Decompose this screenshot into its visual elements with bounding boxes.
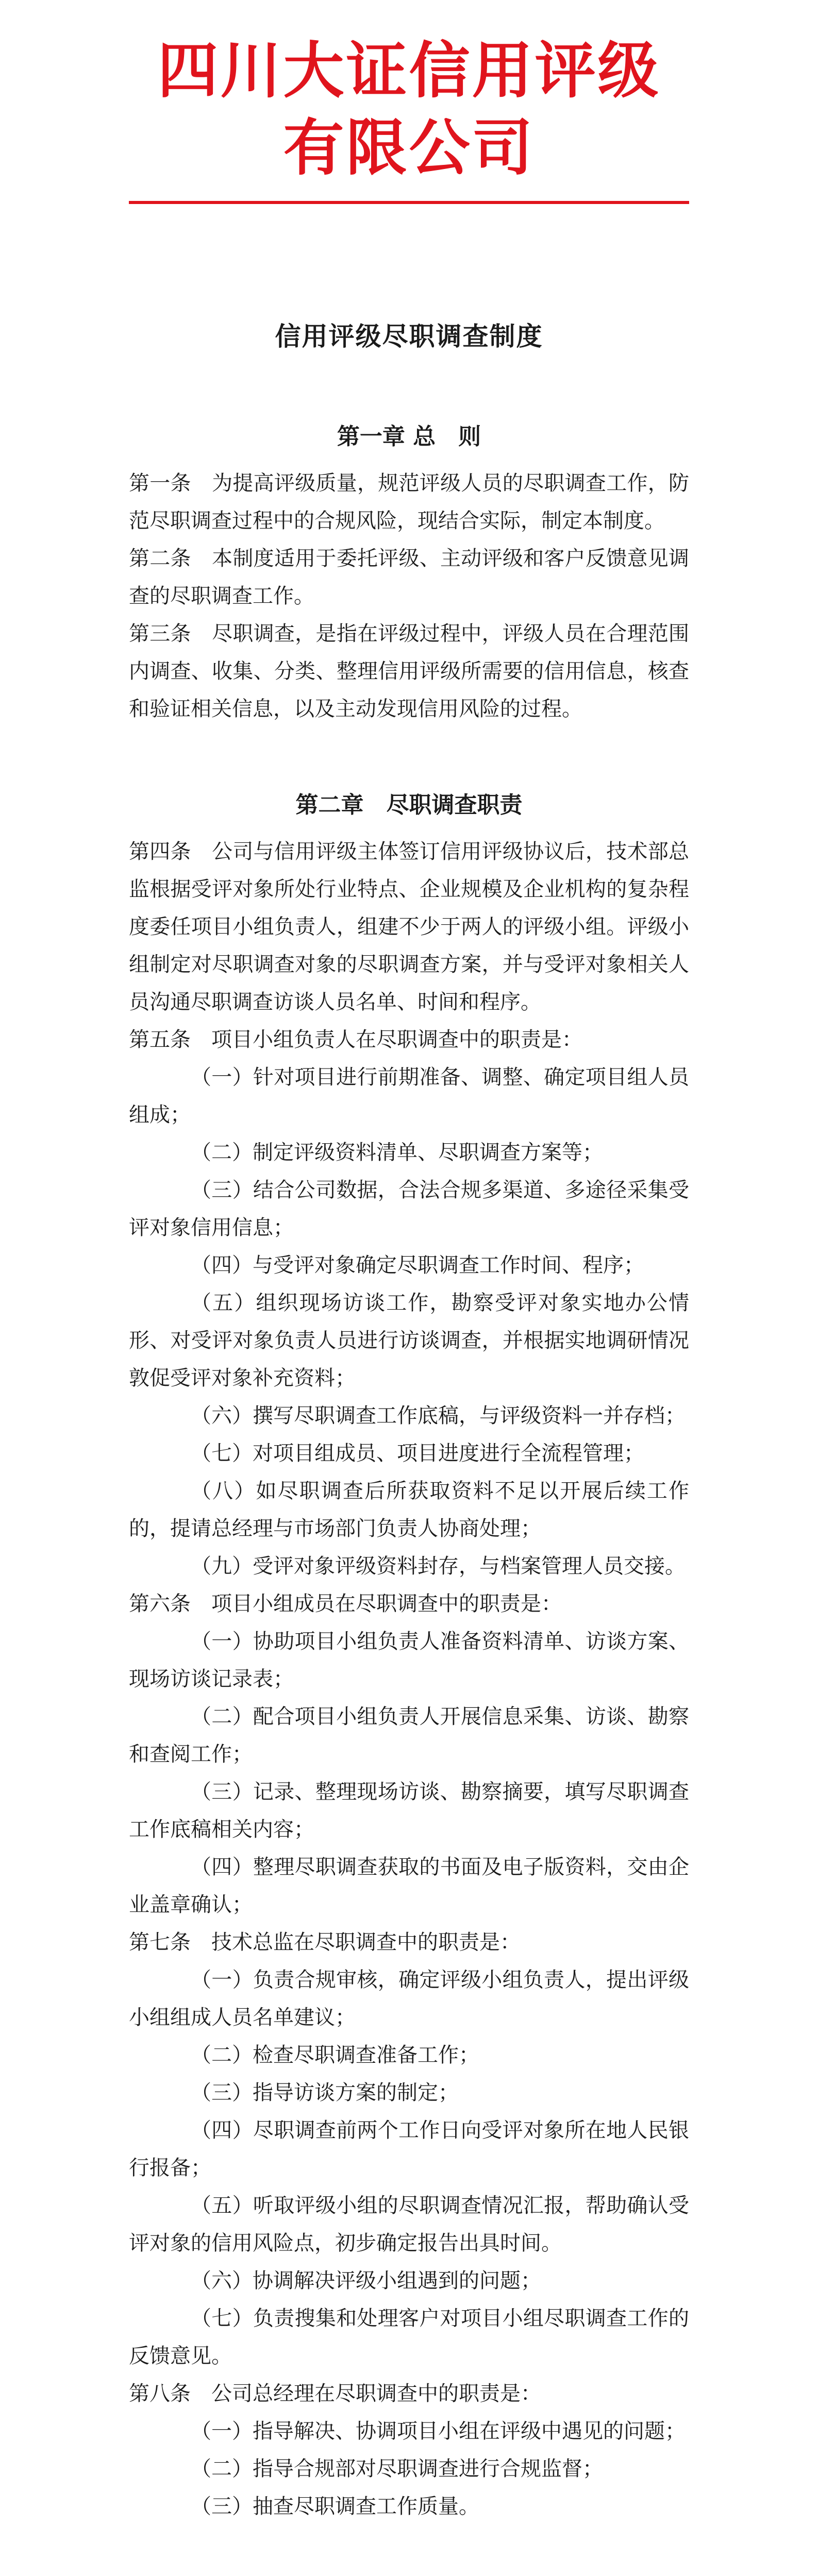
article-5-item: （五）组织现场访谈工作，勘察受评对象实地办公情形、对受评对象负责人员进行访谈调查，并根据实地调研情况敦促受评对象补充资料； (129, 1291, 689, 1390)
article-7-item: （二）检查尽职调查准备工作； (191, 2043, 479, 2067)
article-7-item: （五）听取评级小组的尽职调查情况汇报，帮助确认受评对象的信用风险点，初步确定报告出具时间。 (129, 2194, 689, 2255)
chapter-1-heading: 第一章 总 则 (337, 423, 481, 450)
article-6-item: （二）配合项目小组负责人开展信息采集、访谈、勘察和查阅工作； (129, 1705, 689, 1766)
article-5: 第五条 项目小组负责人在尽职调查中的职责是： (129, 1028, 582, 1052)
article-3: 第三条 尽职调查，是指在评级过程中，评级人员在合理范围内调查、收集、分类、整理信用评级所需要的信用信息，核查和验证相关信息，以及主动发现信用风险的过程。 (129, 622, 689, 721)
article-6: 第六条 项目小组成员在尽职调查中的职责是： (129, 1592, 562, 1616)
article-7: 第七条 技术总监在尽职调查中的职责是： (129, 1930, 521, 1954)
article-5-item: （四）与受评对象确定尽职调查工作时间、程序； (191, 1253, 644, 1277)
article-7-item: （四）尽职调查前两个工作日向受评对象所在地人民银行报备； (129, 2119, 689, 2180)
article-7-item: （七）负责搜集和处理客户对项目小组尽职调查工作的反馈意见。 (129, 2307, 689, 2368)
article-1: 第一条 为提高评级质量，规范评级人员的尽职调查工作，防范尽职调查过程中的合规风险，现结合实际，制定本制度。 (129, 471, 689, 533)
article-4: 第四条 公司与信用评级主体签订信用评级协议后，技术部总监根据受评对象所处行业特点、企业规模及企业机构的复杂程度委任项目小组负责人，组建不少于两人的评级小组。评级小组制定对尽职调查对象的尽职调查方案，并与受评对象相关人员沟通尽职调查访谈人员名单、时间和程序。 (129, 840, 689, 1014)
article-7-item: （六）协调解决评级小组遇到的问题； (191, 2269, 541, 2293)
article-5-item: （八）如尽职调查后所获取资料不足以开展后续工作的，提请总经理与市场部门负责人协商处理； (129, 1479, 689, 1540)
article-6-item: （一）协助项目小组负责人准备资料清单、访谈方案、现场访谈记录表； (129, 1630, 689, 1691)
letterhead-red-rule (129, 201, 689, 204)
article-5-item: （七）对项目组成员、项目进度进行全流程管理； (191, 1442, 644, 1465)
article-5-item: （六）撰写尽职调查工作底稿，与评级资料一并存档； (191, 1404, 686, 1428)
article-8-item: （二）指导合规部对尽职调查进行合规监督； (191, 2457, 603, 2481)
company-letterhead: 四川大证信用评级有限公司 (157, 35, 661, 183)
article-5-item: （九）受评对象评级资料封存，与档案管理人员交接。 (191, 1554, 686, 1578)
document-title: 信用评级尽职调查制度 (275, 321, 543, 351)
article-7-item: （三）指导访谈方案的制定； (191, 2081, 459, 2105)
article-2: 第二条 本制度适用于委托评级、主动评级和客户反馈意见调查的尽职调查工作。 (129, 547, 689, 608)
article-8-item: （一）指导解决、协调项目小组在评级中遇见的问题； (191, 2419, 686, 2443)
article-5-item: （一）针对项目进行前期准备、调整、确定项目组人员组成； (129, 1065, 689, 1127)
article-5-item: （三）结合公司数据，合法合规多渠道、多途径采集受评对象信用信息； (129, 1178, 689, 1240)
chapter-2-heading: 第二章 尽职调查职责 (295, 792, 523, 818)
article-8: 第八条 公司总经理在尽职调查中的职责是： (129, 2382, 541, 2405)
article-7-item: （一）负责合规审核，确定评级小组负责人，提出评级小组组成人员名单建议； (129, 1968, 689, 2029)
article-8-item: （三）抽查尽职调查工作质量。 (191, 2495, 479, 2518)
article-6-item: （四）整理尽职调查获取的书面及电子版资料，交由企业盖章确认； (129, 1855, 689, 1917)
article-5-item: （二）制定评级资料清单、尽职调查方案等； (191, 1141, 603, 1164)
article-6-item: （三）记录、整理现场访谈、勘察摘要，填写尽职调查工作底稿相关内容； (129, 1780, 689, 1841)
